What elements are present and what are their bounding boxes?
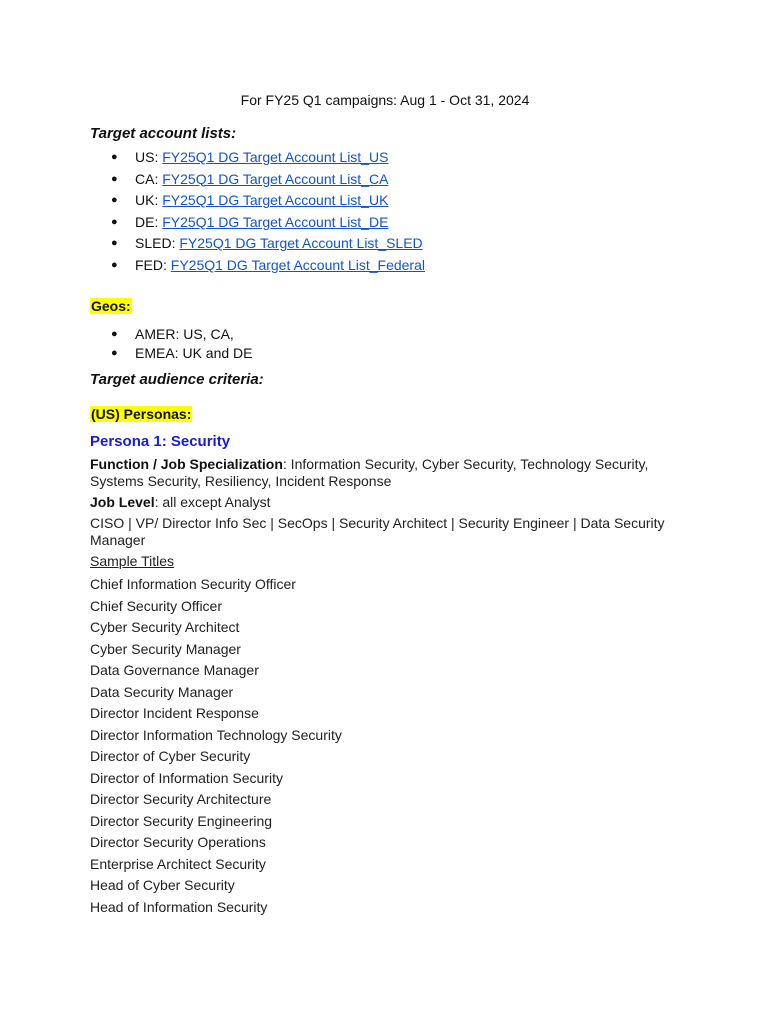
account-list-link[interactable]: FY25Q1 DG Target Account List_CA [162, 170, 389, 187]
account-label: FED: [135, 256, 171, 273]
list-item: Director Security Operations [90, 834, 266, 850]
list-item: ● AMER: US, CA, [90, 325, 253, 344]
list-item: Chief Security Officer [90, 597, 223, 614]
sample-titles-list [90, 574, 342, 918]
account-list-link[interactable]: FY25Q1 DG Target Account List_UK [162, 192, 389, 209]
list-item: Head of Cyber Security [90, 877, 235, 893]
account-list-link[interactable]: FY25Q1 DG Target Account List_Federal [170, 256, 425, 273]
function-value: : Information Security, Cyber Security, Technology Security, Systems Security, Resiliency, Incident Response [90, 456, 649, 489]
geos-list [90, 325, 253, 363]
job-level-value: : all except Analyst [154, 494, 271, 510]
list-item: Cyber Security Architect [90, 619, 240, 635]
geos-label: Geos: [91, 298, 131, 314]
list-item: ● EMEA: UK and DE [90, 344, 253, 363]
account-label: SLED: [135, 235, 180, 252]
list-item: Director Security Architecture [90, 791, 272, 807]
list-item: Data Governance Manager [90, 662, 259, 678]
account-label: US: [135, 149, 163, 165]
list-item: Cyber Security Manager [90, 640, 241, 657]
list-item [90, 190, 425, 212]
sample-titles-label: Sample Titles [90, 553, 175, 569]
list-item: Head of Information Security [90, 898, 268, 915]
list-item [90, 212, 425, 234]
list-item: Director of Information Security [90, 769, 283, 786]
list-item [90, 169, 425, 191]
campaign-period-header: For FY25 Q1 campaigns: Aug 1 - Oct 31, 2024 [240, 92, 530, 108]
list-item: Director of Cyber Security [90, 748, 251, 764]
job-level [90, 494, 271, 511]
list-item: Director Information Technology Security [90, 726, 342, 743]
account-list [90, 147, 425, 277]
list-item: Enterprise Architect Security [90, 855, 266, 872]
account-label: DE: [135, 213, 163, 230]
list-item [90, 147, 425, 169]
list-item [90, 233, 425, 255]
target-audience-heading: Target audience criteria: [90, 371, 264, 388]
persona-title: Persona 1: Security [90, 433, 231, 450]
account-label: CA: [135, 170, 163, 187]
role-summary: CISO | VP/ Director Info Sec | SecOps | Security Architect | Security Engineer | Data Security Manager [90, 515, 665, 548]
account-label: UK: [135, 192, 163, 209]
account-list-link[interactable]: FY25Q1 DG Target Account List_SLED [179, 235, 423, 252]
function-specialization [90, 456, 680, 490]
account-list-link[interactable]: FY25Q1 DG Target Account List_US [162, 149, 389, 165]
personas-label: (US) Personas: [91, 406, 192, 422]
job-level-label: Job Level [90, 494, 155, 510]
list-item: Director Incident Response [90, 705, 259, 721]
account-list-link[interactable]: FY25Q1 DG Target Account List_DE [162, 213, 389, 230]
list-item [90, 255, 425, 277]
list-item: Data Security Manager [90, 683, 234, 700]
list-item: Director Security Engineering [90, 812, 273, 829]
function-label: Function / Job Specialization [90, 456, 283, 472]
target-account-lists-heading: Target account lists: [90, 125, 237, 142]
list-item: Chief Information Security Officer [90, 576, 296, 592]
